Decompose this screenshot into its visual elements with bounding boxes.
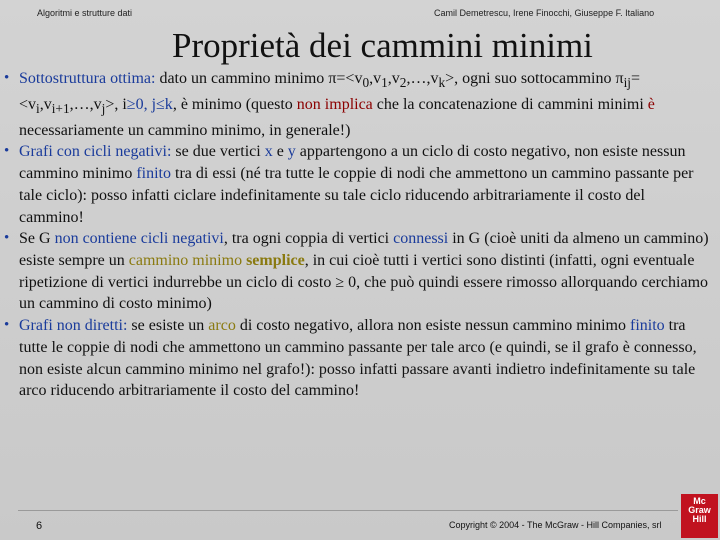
header-course-title: Algoritmi e strutture dati bbox=[37, 8, 133, 18]
text: se esiste un bbox=[131, 317, 209, 335]
slide-title: Proprietà dei cammini minimi bbox=[172, 26, 593, 65]
text: se due vertici bbox=[175, 143, 265, 161]
subscript: 1 bbox=[381, 75, 388, 91]
var-y: y bbox=[287, 143, 296, 161]
bullet-icon: • bbox=[4, 70, 10, 86]
text: appartengono a un ciclo di costo negativo, non esiste nessun cammino minimo bbox=[19, 143, 686, 183]
subscript: 0 bbox=[362, 75, 370, 91]
subscript: i+1 bbox=[51, 101, 70, 117]
subscript: ij bbox=[623, 75, 631, 91]
text: in G (cioè uniti da almeno un cammino) esiste sempre un bbox=[19, 230, 709, 269]
var-x: x bbox=[264, 143, 273, 161]
text: dato un cammino minimo bbox=[159, 70, 329, 87]
publisher-logo: Mc Graw Hill bbox=[681, 494, 718, 538]
text: di costo negativo, allora non esiste nessun cammino minimo bbox=[235, 317, 630, 335]
subscript: 2 bbox=[399, 75, 407, 91]
footer-divider bbox=[18, 510, 678, 511]
text: che la concatenazione di cammini minimi bbox=[372, 95, 648, 113]
math-text: >, i bbox=[105, 95, 127, 113]
term-finito: finito bbox=[136, 165, 171, 183]
math-text: ,v bbox=[39, 95, 52, 113]
math-range: ≥0, j≤k bbox=[126, 95, 173, 113]
term-sottostruttura-ottima: Sottostruttura ottima: bbox=[19, 70, 160, 87]
bullet-icon: • bbox=[4, 317, 10, 334]
term-grafi-cicli-negativi: Grafi con cicli negativi: bbox=[19, 143, 176, 161]
subscript: k bbox=[438, 75, 446, 91]
subscript: i bbox=[36, 101, 40, 117]
math-text: π=<v bbox=[328, 70, 363, 87]
text: , in cui cioè tutti i vertici sono distinti (infatti, ogni eventuale ripetizione di vertici indurrebbe un ciclo di costo bbox=[19, 252, 695, 291]
term-grafi-non-diretti: Grafi non diretti: bbox=[19, 317, 132, 335]
emphasis-non-implica: non implica bbox=[296, 95, 373, 113]
math-text: =<v bbox=[19, 70, 640, 113]
term-non-contiene-cicli-negativi: non contiene cicli negativi bbox=[54, 230, 224, 248]
text: tra tutte le coppie di nodi che ammettono un cammino passante per tale arco (e quindi, se il grafo è connesso, non esiste alcun cammino minimo nel grafo!): posso infatti passare avanti indietro indefinitamente su tale arco riducendo arbitrariamente il costo del cammino! bbox=[19, 317, 697, 400]
text: Se G bbox=[19, 230, 55, 248]
bullet-item-cicli-negativi bbox=[4, 141, 712, 228]
emphasis-e: è bbox=[647, 95, 655, 113]
text: tra di essi (né tra tutte le coppie di nodi che ammettono un cammino passante per tale ciclo): posso infatti ciclare indefinitamente su tale ciclo riducendo arbitrariamente il costo del cammino! bbox=[19, 165, 694, 226]
term-connessi: connessi bbox=[393, 230, 449, 248]
bullet-icon: • bbox=[4, 230, 10, 247]
copyright-notice: Copyright © 2004 - The McGraw - Hill Companies, srl bbox=[449, 520, 662, 530]
text: , che può quindi essere rimosso allorquando cerchiamo un cammino di costo minimo) bbox=[19, 273, 709, 313]
text: necessariamente un cammino minimo, in generale!) bbox=[19, 121, 351, 139]
header-authors: Camil Demetrescu, Irene Finocchi, Giuseppe F. Italiano bbox=[434, 8, 655, 18]
term-arco: arco bbox=[208, 317, 236, 335]
text: e bbox=[272, 143, 288, 161]
math-text: ,…,v bbox=[69, 95, 102, 113]
term-cammino-minimo: cammino minimo bbox=[128, 252, 247, 269]
text: , tra ogni coppia di vertici bbox=[223, 230, 394, 248]
text: , è minimo (questo bbox=[172, 95, 297, 113]
bullet-item-senza-cicli-negativi bbox=[4, 228, 712, 315]
text: >, ogni suo sottocammino bbox=[445, 70, 616, 87]
math-text: ,v bbox=[387, 70, 400, 87]
subscript: j bbox=[101, 101, 106, 117]
math-geq-zero: ≥ 0 bbox=[335, 273, 357, 291]
term-semplice: semplice bbox=[246, 252, 305, 269]
bullet-item-grafi-non-diretti bbox=[4, 315, 712, 402]
page-number: 6 bbox=[36, 520, 43, 532]
term-finito: finito bbox=[629, 317, 665, 335]
math-text: π bbox=[615, 70, 624, 87]
bullet-item-sottostruttura bbox=[4, 68, 712, 141]
slide-content bbox=[4, 68, 712, 402]
bullet-icon: • bbox=[4, 143, 10, 160]
math-text: ,v bbox=[369, 70, 382, 87]
math-text: ,…,v bbox=[406, 70, 439, 87]
